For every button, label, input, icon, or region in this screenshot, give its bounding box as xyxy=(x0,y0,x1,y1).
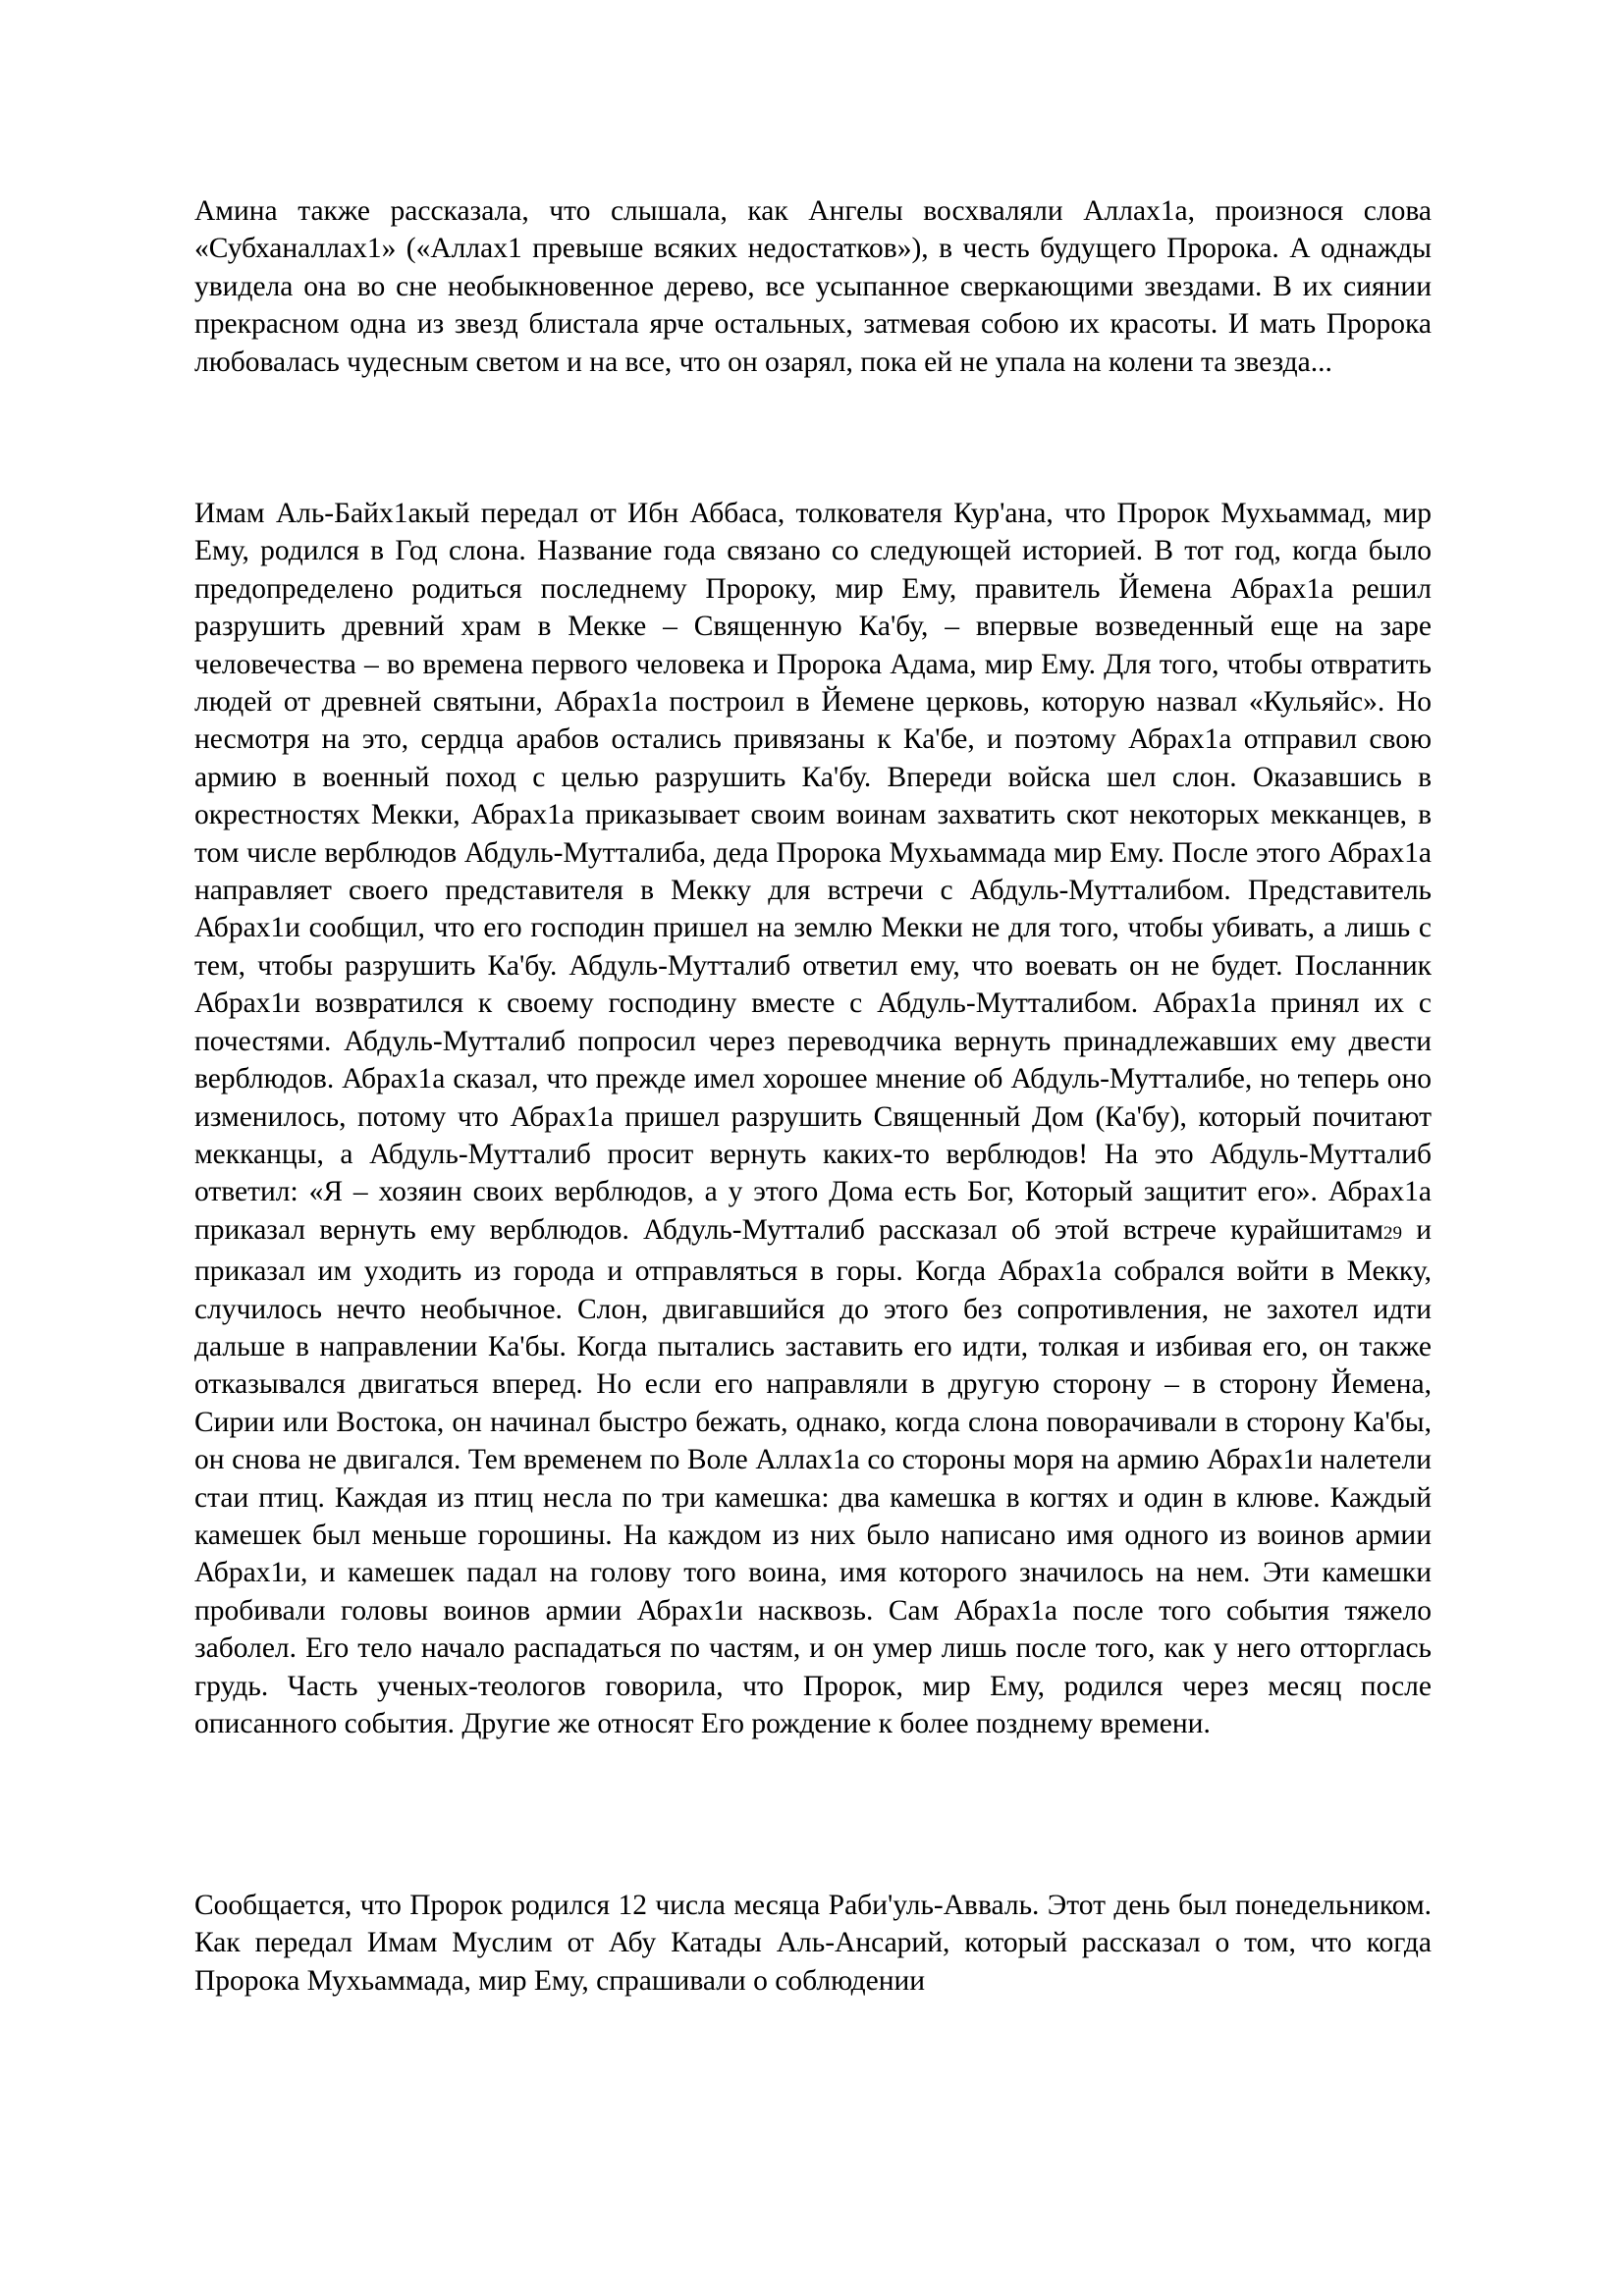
paragraph-birth-date: Сообщается, что Пророк родился 12 числа месяца Раби'уль-Авваль. Этот день был понедельником. Как передал Имам Муслим от Абу Катады Аль-Ансарий, который рассказал о том, что когда Пророка Мухьаммада, мир Ему, спрашивали о соблюдении xyxy=(194,1890,1432,1997)
footnote-reference[interactable]: 29 xyxy=(1383,1222,1402,1244)
paragraph-amina-dream: Амина также рассказала, что слышала, как Ангелы восхваляли Аллах1а, произнося слова «Субханаллах1» («Аллах1 превыше всяких недостатков»), в честь будущего Пророка. А однажды увидела она во сне необыкновенное дерево, все усыпанное сверкающими звездами. В их сиянии прекрасном одна из звезд блистала ярче остальных, затмевая собою их красоты. И мать Пророка любовалась чудесным светом и на все, что он озарял, пока ей не упала на колени та звезда... xyxy=(194,195,1432,378)
paragraph-text-part-2: и приказал им уходить из города и отправляться в горы. Когда Абрах1а собрался войти в Мекку, случилось нечто необычное. Слон, двигавшийся до этого без сопротивления, не захотел идти дальше в направлении Ка'бы. Когда пытались заставить его идти, толкая и избивая его, он также отказывался двигаться вперед. Но если его направляли в другую сторону – в сторону Йемена, Сирии или Востока, он начинал быстро бежать, однако, когда слона поворачивали в сторону Ка'бы, он снова не двигался. Тем временем по Воле Аллах1а со стороны моря на армию Абрах1и налетели стаи птиц. Каждая из птиц несла по три камешка: два камешка в когтях и один в клюве. Каждый камешек был меньше горошины. На каждом из них было написано имя одного из воинов армии Абрах1и, и камешек падал на голову того воина, имя которого значилось на нем. Эти камешки пробивали головы воинов армии Абрах1и насквозь. Сам Абрах1а после того события тяжело заболел. Его тело начало распадаться по частям, и он умер лишь после того, как у него отторглась грудь. Часть ученых-теологов говорила, что Пророк, мир Ему, родился через месяц после описанного события. Другие же относят Его рождение к более позднему времени. xyxy=(194,1213,1432,1739)
paragraph-year-of-elephant xyxy=(194,495,1432,1742)
document-page xyxy=(194,192,1432,1997)
paragraph-text-part-1: Имам Аль-Байх1акый передал от Ибн Аббаса, толкователя Кур'ана, что Пророк Мухьаммад, мир Ему, родился в Год слона. Название года связано со следующей историей. В тот год, когда было предопределено родиться последнему Пророку, мир Ему, правитель Йемена Абрах1а решил разрушить древний храм в Мекке – Священную Ка'бу, – впервые возведенный еще на заре человечества – во времена первого человека и Пророка Адама, мир Ему. Для того, чтобы отвратить людей от древней святыни, Абрах1а построил в Йемене церковь, которую назвал «Кульяйс». Но несмотря на это, сердца арабов остались привязаны к Ка'бе, и поэтому Абрах1а отправил свою армию в военный поход с целью разрушить Ка'бу. Впереди войска шел слон. Оказавшись в окрестностях Мекки, Абрах1а приказывает своим воинам захватить скот некоторых мекканцев, в том числе верблюдов Абдуль-Мутталиба, деда Пророка Мухьаммада мир Ему. После этого Абрах1а направляет своего представителя в Мекку для встречи с Абдуль-Мутталибом. Представитель Абрах1и сообщил, что его господин пришел на землю Мекки не для того, чтобы убивать, а лишь с тем, чтобы разрушить Ка'бу. Абдуль-Мутталиб ответил ему, что воевать он не будет. Посланник Абрах1и возвратился к своему господину вместе с Абдуль-Мутталибом. Абрах1а принял их с почестями. Абдуль-Мутталиб попросил через переводчика вернуть принадлежавших ему двести верблюдов. Абрах1а сказал, что прежде имел хорошее мнение об Абдуль-Мутталибе, но теперь оно изменилось, потому что Абрах1а пришел разрушить Священный Дом (Ка'бу), который почитают мекканцы, а Абдуль-Мутталиб просит вернуть каких-то верблюдов! На это Абдуль-Мутталиб ответил: «Я – хозяин своих верблюдов, а у этого Дома есть Бог, Который защитит его». Абрах1а приказал вернуть ему верблюдов. Абдуль-Мутталиб рассказал об этой встрече курайшитам xyxy=(194,498,1432,1246)
